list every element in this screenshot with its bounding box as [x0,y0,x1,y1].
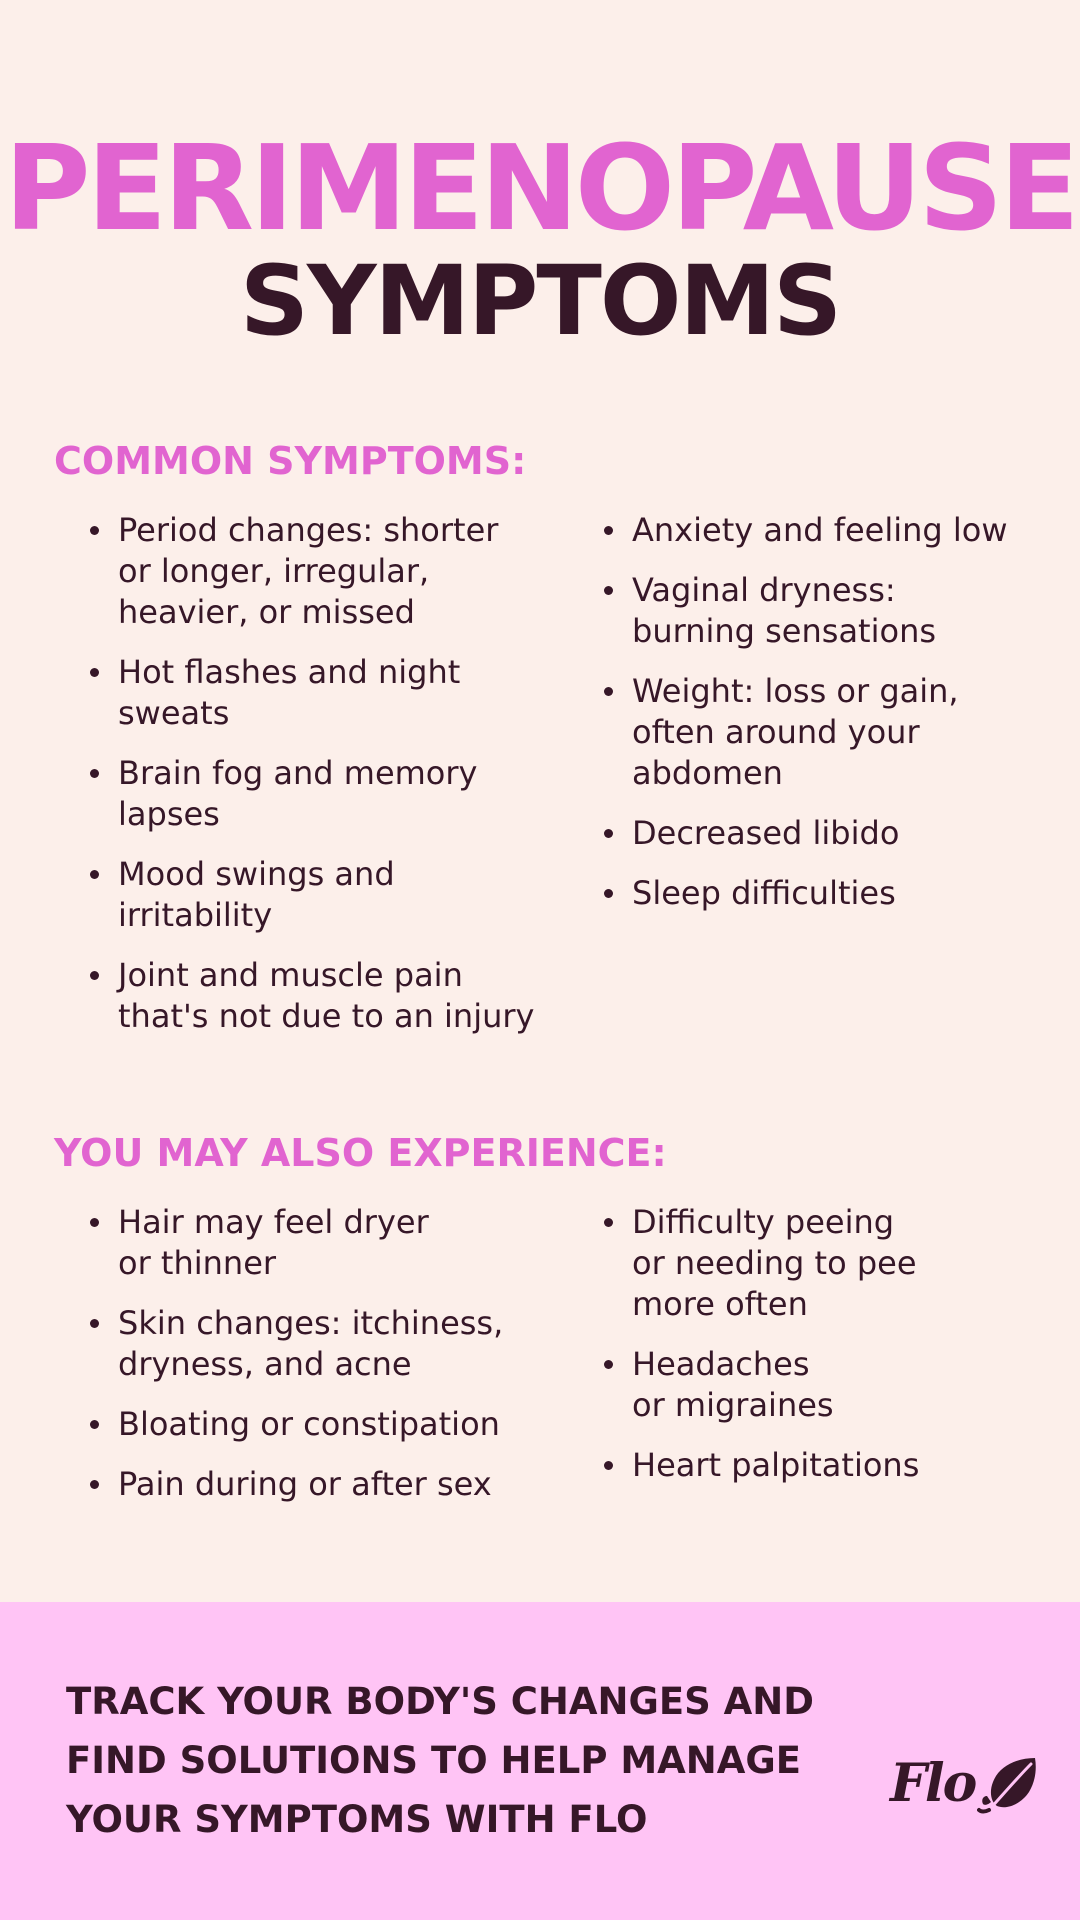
feather-leaf-icon [977,1752,1041,1816]
list-item: Pain during or after sex [56,1464,556,1505]
footer-banner [0,1602,1080,1920]
list-item: Period changes: shorter or longer, irregular, heavier, or missed [56,510,556,633]
also-experience-left-list [56,1202,556,1524]
list-item: Decreased libido [570,813,1050,854]
list-item: Mood swings and irritability [56,854,556,936]
list-item: Heart palpitations [570,1445,1050,1486]
list-item: Brain fog and memory lapses [56,753,556,835]
list-item: Headaches or migraines [570,1344,1050,1426]
list-item: Hot flashes and night sweats [56,652,556,734]
list-item: Anxiety and feeling low [570,510,1050,551]
main-title: PERIMENOPAUSE [4,119,1076,257]
sub-title: SYMPTOMS [239,245,841,357]
list-item: Difficulty peeing or needing to pee more often [570,1202,1050,1325]
also-experience-heading: YOU MAY ALSO EXPERIENCE: [54,1131,667,1175]
list-item: Sleep difficulties [570,873,1050,914]
list-item: Skin changes: itchiness, dryness, and acne [56,1303,556,1385]
list-item: Joint and muscle pain that's not due to an injury [56,955,556,1037]
common-symptoms-heading: COMMON SYMPTOMS: [54,439,527,483]
also-experience-right-list [570,1202,1050,1505]
common-symptoms-left-list [56,510,556,1056]
list-item: Bloating or constipation [56,1404,556,1445]
list-item: Vaginal dryness: burning sensations [570,570,1050,652]
common-symptoms-right-list [570,510,1050,933]
list-item: Hair may feel dryer or thinner [56,1202,556,1284]
list-item: Weight: loss or gain, often around your abdomen [570,671,1050,794]
footer-cta-text: TRACK YOUR BODY'S CHANGES AND FIND SOLUTIONS TO HELP MANAGE YOUR SYMPTOMS WITH FLO [66,1680,814,1841]
flo-logo [890,1752,1041,1816]
flo-logo-text: Flo [890,1753,976,1814]
